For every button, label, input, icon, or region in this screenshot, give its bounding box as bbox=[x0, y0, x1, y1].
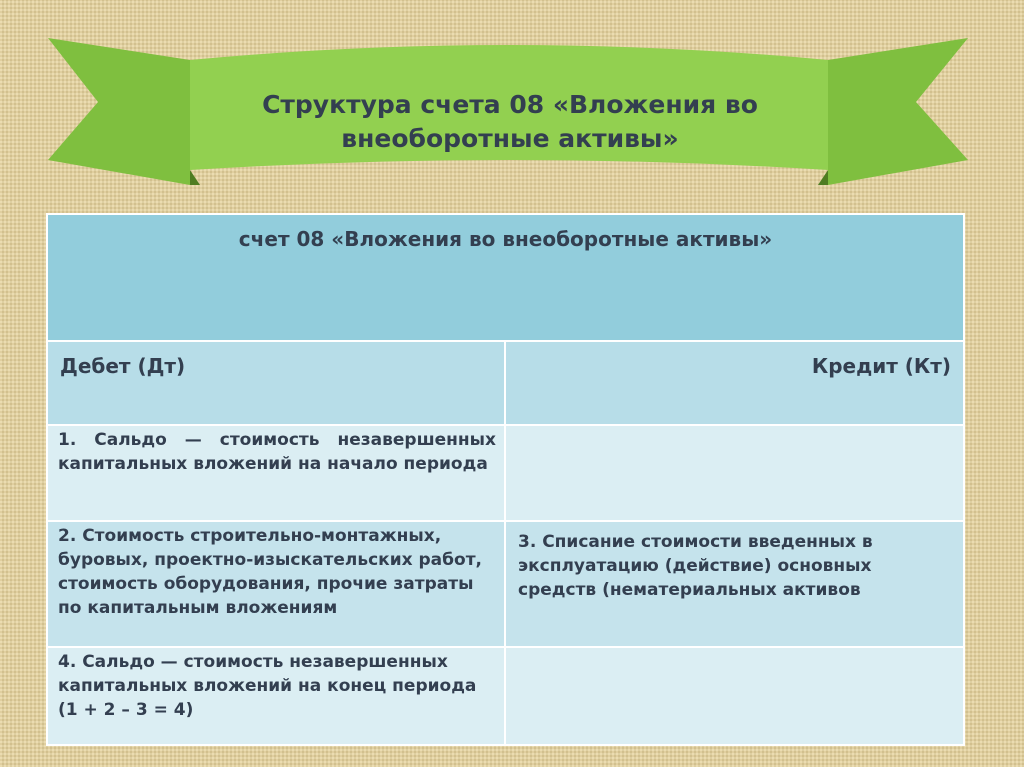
debit-entry-2: 2. Стоимость строительно-монтажных, буровых, проектно-изыскательских работ, стоимость оборудования, прочие затраты по капитальным вложениям bbox=[47, 521, 505, 647]
credit-entry-1 bbox=[505, 425, 964, 521]
slide-title: Структура счета 08 «Вложения во внеоборотные активы» bbox=[262, 90, 758, 153]
ribbon-right-fold bbox=[818, 170, 828, 185]
account-header: счет 08 «Вложения во внеоборотные активы» bbox=[47, 214, 964, 341]
ribbon-left-tail bbox=[48, 38, 190, 185]
debit-entry-4: 4. Сальдо — стоимость незавершенных капитальных вложений на конец периода (1 + 2 – 3 = 4) bbox=[47, 647, 505, 745]
debit-entry-1: 1. Сальдо — стоимость незавершенных капитальных вложений на начало периода bbox=[47, 425, 505, 521]
account-table bbox=[46, 213, 965, 746]
debit-label: Дебет (Дт) bbox=[47, 341, 505, 425]
ribbon-left-fold bbox=[190, 170, 200, 185]
credit-entry-4 bbox=[505, 647, 964, 745]
ribbon-right-tail bbox=[828, 38, 968, 185]
credit-label: Кредит (Кт) bbox=[505, 341, 964, 425]
credit-entry-2: 3. Списание стоимости введенных в эксплуатацию (действие) основных средств (нематериальных активов bbox=[505, 521, 964, 647]
